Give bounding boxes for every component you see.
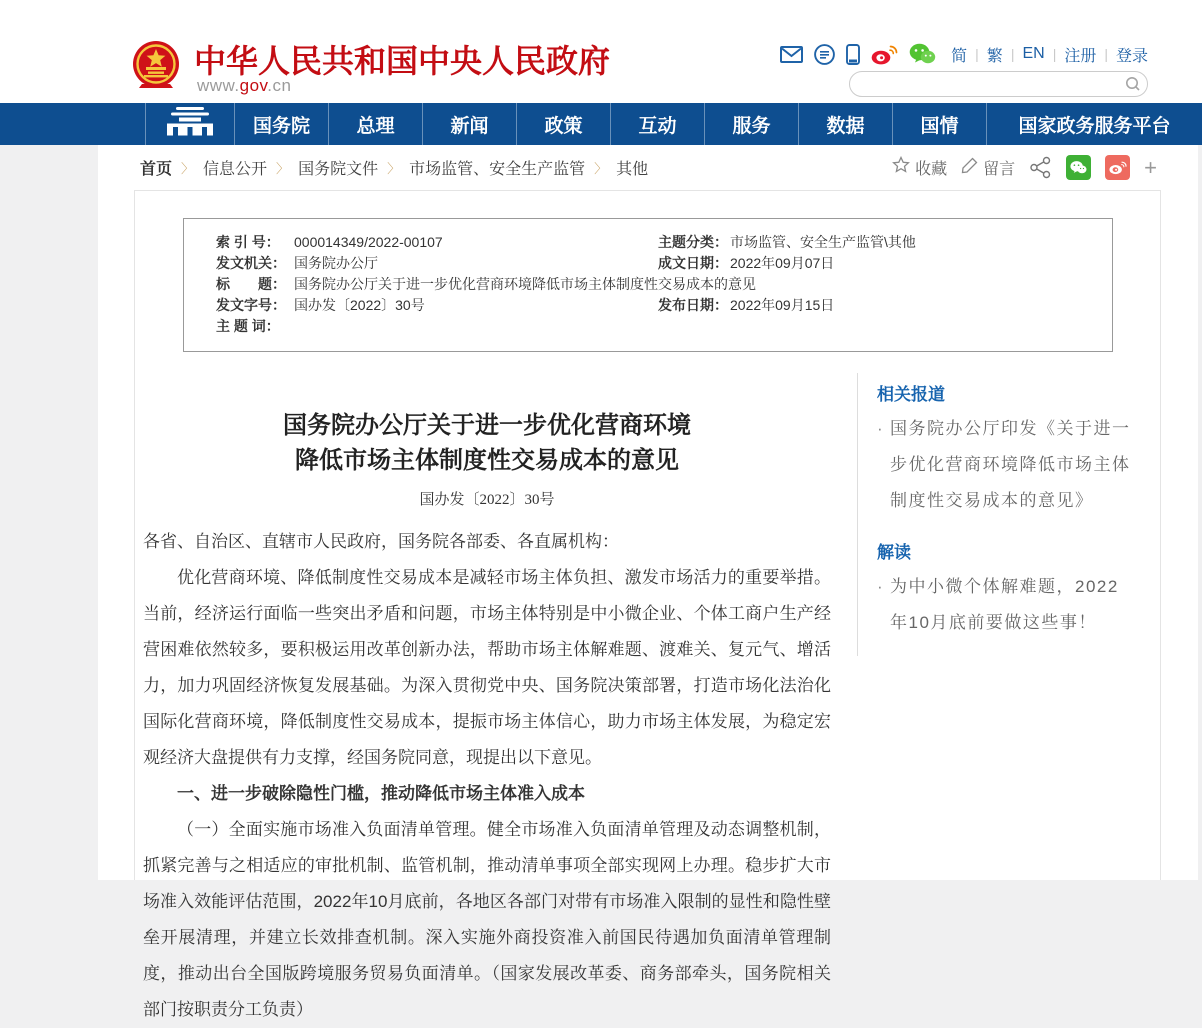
document-meta-table <box>183 218 1113 352</box>
sidebar <box>857 373 1151 656</box>
article-title: 国务院办公厅关于进一步优化营商环境 降低市场主体制度性交易成本的意见 <box>283 413 691 474</box>
divider: | <box>1104 46 1108 62</box>
nav-item-news[interactable]: 新闻 <box>422 103 516 145</box>
plus-icon[interactable]: + <box>1144 154 1157 180</box>
breadcrumb-home[interactable]: 首页 <box>140 161 173 178</box>
register-link[interactable]: 注册 <box>1064 47 1097 65</box>
paragraph: 优化营商环境、降低制度性交易成本是减轻市场主体负担、激发市场活力的重要举措。当前，经济运行面临一些突出矛盾和问题，市场主体特别是中小微企业、个体工商户生产经营困难依然较多，要积极运用改革创新办法，帮助市场主体解难题、渡难关、复元气、增活力，加力巩固经济恢复发展基础。为深入贯彻党中央、国务院决策部署，打造市场化法治化国际化营商环境，降低制度性交易成本，提振市场主体信心，助力市场主体发展，为稳定宏观经济大盘提供有力支撑，经国务院同意，现提出以下意见。 <box>143 568 831 767</box>
search-icon[interactable] <box>1124 75 1142 93</box>
message-icon[interactable] <box>814 44 835 65</box>
nav-item-state-council[interactable]: 国务院 <box>234 103 328 145</box>
paragraph: 各省、自治区、直辖市人民政府，国务院各部委、各直属机构： <box>143 532 619 551</box>
topbar <box>780 42 1148 66</box>
breadcrumb-market-supervision[interactable]: 市场监管、安全生产监管 <box>409 161 586 178</box>
article <box>143 409 831 1028</box>
site-header <box>0 0 1202 103</box>
related-reports-heading: 相关报道 <box>877 385 945 404</box>
meta-row: 主 题 词： <box>216 318 280 334</box>
site-title[interactable]: 中华人民共和国中央人民政府 <box>194 43 611 79</box>
search-input[interactable] <box>862 73 1116 95</box>
weibo-icon[interactable] <box>871 44 898 65</box>
wechat-icon[interactable] <box>909 43 936 65</box>
mobile-icon[interactable] <box>846 44 860 65</box>
pencil-icon <box>961 157 978 179</box>
tiananmen-icon <box>164 106 216 142</box>
nav-item-premier[interactable]: 总理 <box>328 103 422 145</box>
star-icon <box>892 156 910 179</box>
nav-item-national[interactable]: 国情 <box>892 103 986 145</box>
divider: | <box>1010 46 1015 62</box>
mail-icon[interactable] <box>780 46 803 63</box>
nav-item-gov-service-platform[interactable]: 国家政务服务平台 <box>986 103 1202 145</box>
divider: | <box>1052 46 1057 62</box>
meta-row: 发文字号： 国办发〔2022〕30号 发布日期： 2022年09月15日 <box>216 297 835 313</box>
document-number: 国办发〔2022〕30号 <box>419 492 555 508</box>
chevron-right-icon: 〉 <box>594 161 608 176</box>
main-content <box>98 145 1198 1019</box>
nav-item-services[interactable]: 服务 <box>704 103 798 145</box>
document-panel <box>134 190 1161 1019</box>
related-report-link[interactable]: · 国务院办公厅印发《关于进一步优化营商环境降低市场主体制度性交易成本的意见》 <box>877 411 1131 519</box>
favorite-button[interactable]: 收藏 <box>892 156 947 179</box>
chevron-right-icon: 〉 <box>181 161 195 176</box>
article-body <box>143 524 831 1028</box>
search-box <box>849 71 1148 97</box>
paragraph: （一）全面实施市场准入负面清单管理。健全市场准入负面清单管理及动态调整机制，抓紧完善与之相适应的审批机制、监管机制，推动清单事项全部实现网上办理。稳步扩大市场准入效能评估范围，2022年10月底前，各地区各部门对带有市场准入限制的显性和隐性壁垒开展清理，并建立长效排查机制。深入实施外商投资准入前国民待遇加负面清单管理制度，推动出台全国版跨境服务贸易负面清单。（国家发展改革委、商务部牵头，国务院相关部门按职责分工负责） <box>143 820 832 1019</box>
interpretation-heading: 解读 <box>877 543 911 562</box>
lang-simplified[interactable]: 简 <box>951 47 968 65</box>
share-nodes-icon[interactable] <box>1029 156 1052 179</box>
login-link[interactable]: 登录 <box>1115 47 1148 65</box>
wechat-share-icon[interactable] <box>1066 155 1091 180</box>
meta-row: 索 引 号： 000014349/2022-00107 主题分类： 市场监管、安全生产监管\其他 <box>216 234 916 250</box>
breadcrumb-state-council-docs[interactable]: 国务院文件 <box>298 161 379 178</box>
comment-button[interactable]: 留言 <box>961 156 1015 179</box>
nav-item-policy[interactable]: 政策 <box>516 103 610 145</box>
site-url[interactable]: www.gov.cn <box>197 76 292 95</box>
meta-row: 发文机关： 国务院办公厅 成文日期： 2022年09月07日 <box>216 255 835 271</box>
weibo-share-icon[interactable] <box>1105 155 1130 180</box>
breadcrumb-row <box>98 145 1198 190</box>
language-links <box>951 43 1148 66</box>
page-actions <box>892 145 1157 190</box>
divider: | <box>975 46 979 62</box>
nav-item-data[interactable]: 数据 <box>798 103 892 145</box>
section-heading: 一、进一步破除隐性门槛，推动降低市场主体准入成本 <box>177 784 585 803</box>
interpretation-link[interactable]: · 为中小微个体解难题，2022年10月底前要做这些事！ <box>877 569 1131 641</box>
meta-row: 标 题： 国务院办公厅关于进一步优化营商环境降低市场主体制度性交易成本的意见 <box>216 276 756 292</box>
lang-traditional[interactable]: 繁 <box>986 47 1003 65</box>
main-nav <box>0 103 1202 145</box>
nav-home[interactable] <box>145 103 234 145</box>
national-emblem-icon <box>132 40 180 90</box>
lang-english[interactable]: EN <box>1022 45 1045 62</box>
nav-item-interaction[interactable]: 互动 <box>610 103 704 145</box>
breadcrumb-other[interactable]: 其他 <box>616 161 649 178</box>
chevron-right-icon: 〉 <box>387 161 401 176</box>
breadcrumb <box>140 156 648 179</box>
breadcrumb-info-disclosure[interactable]: 信息公开 <box>203 161 268 178</box>
chevron-right-icon: 〉 <box>276 161 290 176</box>
